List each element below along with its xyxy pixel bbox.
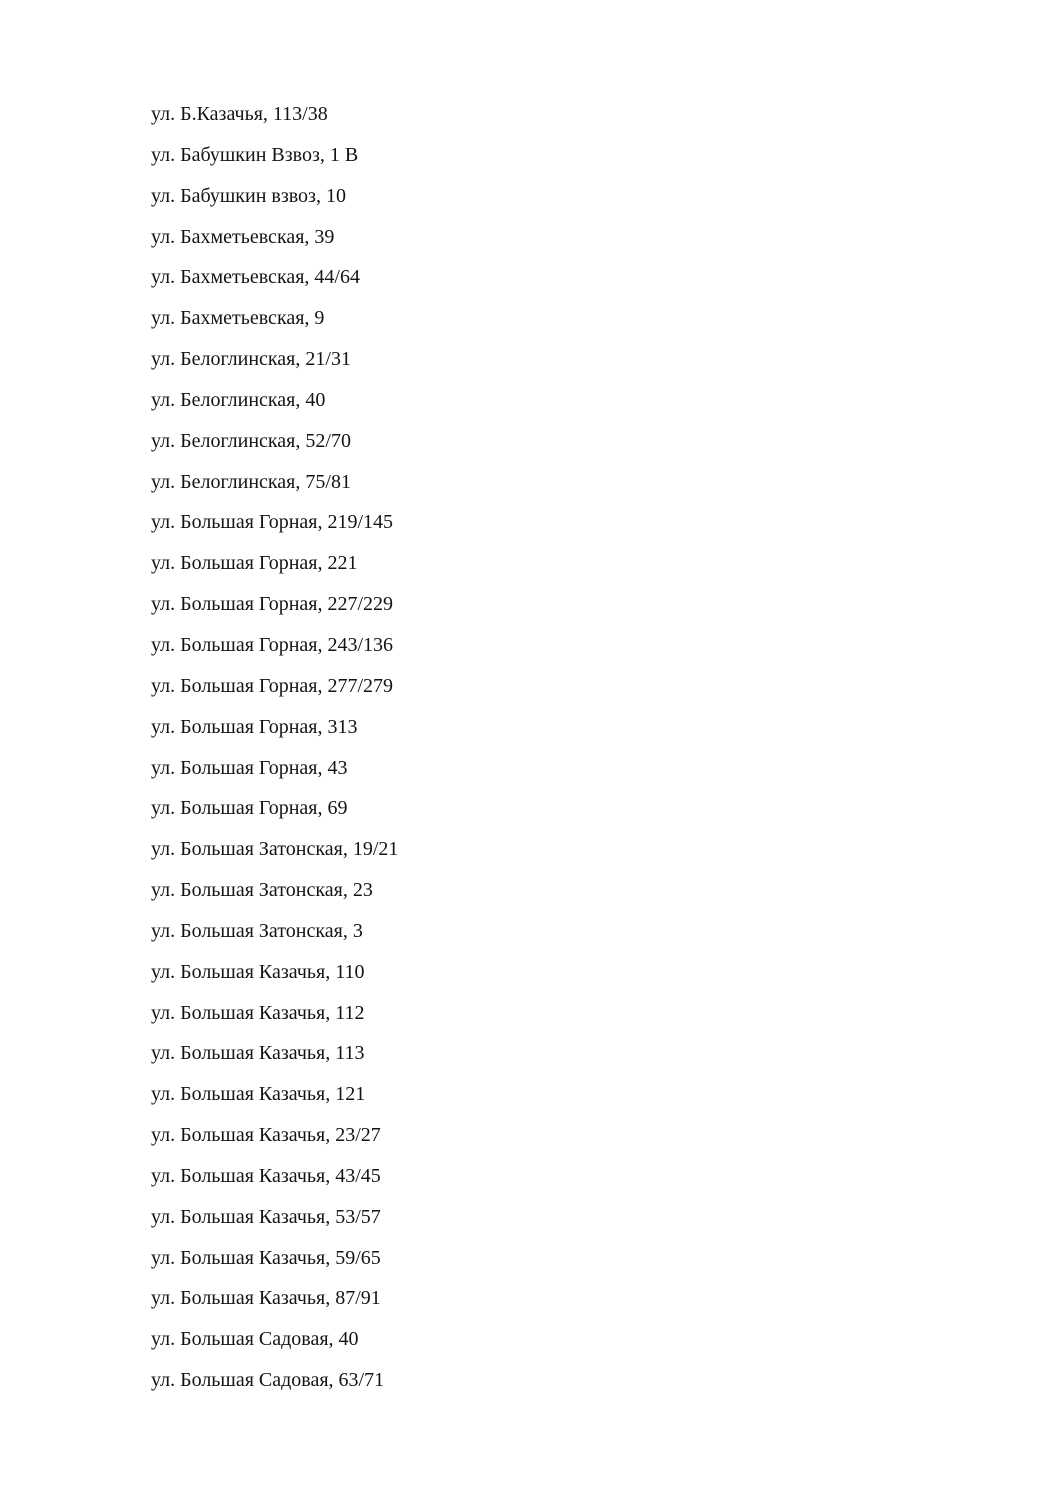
address-item: ул. Большая Затонская, 19/21 (151, 838, 399, 861)
address-item: ул. Большая Казачья, 59/65 (151, 1246, 381, 1269)
address-item: ул. Большая Горная, 313 (151, 715, 358, 738)
address-item: ул. Большая Казачья, 23/27 (151, 1124, 381, 1147)
address-item: ул. Бахметьевская, 44/64 (151, 266, 360, 289)
address-item: ул. Бахметьевская, 9 (151, 307, 325, 330)
address-item: ул. Большая Затонская, 3 (151, 919, 363, 942)
address-item: ул. Большая Казачья, 87/91 (151, 1287, 381, 1310)
address-item: ул. Большая Казачья, 121 (151, 1083, 366, 1106)
address-item: ул. Белоглинская, 21/31 (151, 348, 351, 371)
address-item: ул. Большая Горная, 43 (151, 756, 348, 779)
address-item: ул. Большая Горная, 219/145 (151, 511, 394, 534)
address-item: ул. Большая Казачья, 53/57 (151, 1205, 381, 1228)
address-item: ул. Большая Затонская, 23 (151, 879, 373, 902)
address-item: ул. Большая Горная, 277/279 (151, 674, 394, 697)
address-item: ул. Белоглинская, 52/70 (151, 429, 351, 452)
address-item: ул. Белоглинская, 75/81 (151, 470, 351, 493)
address-item: ул. Белоглинская, 40 (151, 388, 326, 411)
address-item: ул. Большая Казачья, 110 (151, 960, 365, 983)
address-item: ул. Б.Казачья, 113/38 (151, 103, 328, 125)
address-item: ул. Большая Садовая, 63/71 (151, 1369, 385, 1392)
address-item: ул. Бабушкин взвоз, 10 (151, 184, 346, 207)
address-item: ул. Большая Казачья, 43/45 (151, 1164, 381, 1187)
address-item: ул. Большая Горная, 221 (151, 552, 358, 575)
address-item: ул. Большая Садовая, 40 (151, 1328, 359, 1351)
address-item: ул. Большая Горная, 243/136 (151, 633, 394, 656)
address-item: ул. Бабушкин Взвоз, 1 В (151, 143, 359, 166)
address-list (151, 99, 398, 1406)
address-item: ул. Бахметьевская, 39 (151, 225, 335, 248)
address-item: ул. Большая Горная, 227/229 (151, 593, 394, 616)
address-item: ул. Большая Казачья, 112 (151, 1001, 365, 1024)
address-item: ул. Большая Горная, 69 (151, 797, 348, 820)
address-item: ул. Большая Казачья, 113 (151, 1042, 365, 1065)
